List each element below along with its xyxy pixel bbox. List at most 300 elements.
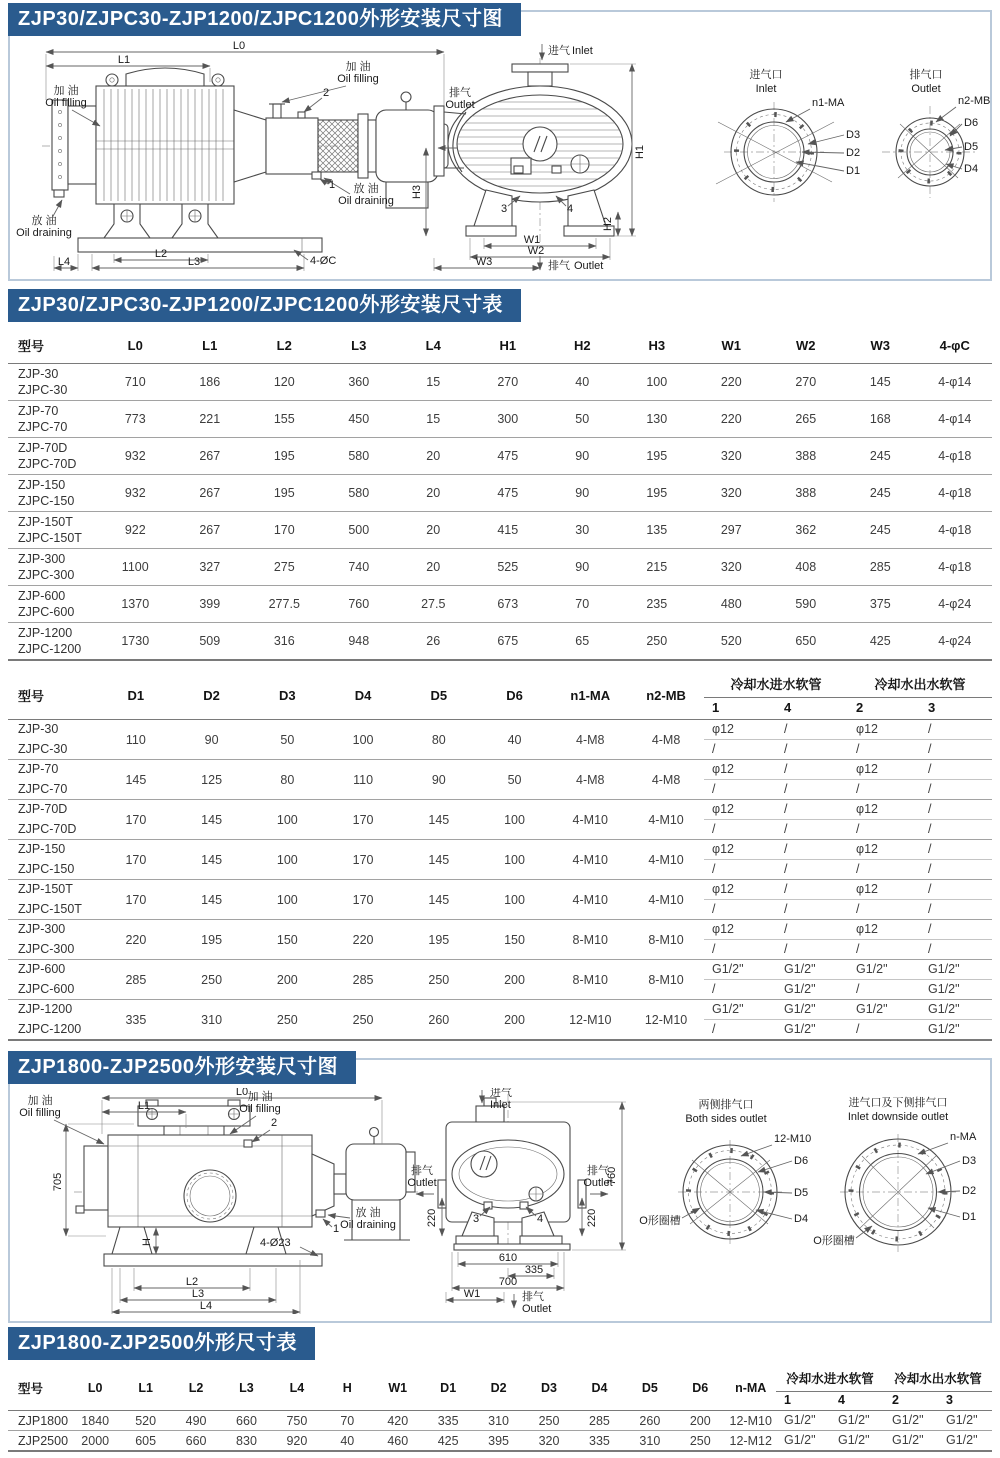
dim-value: 450	[322, 401, 397, 438]
dim-value: 250	[675, 1431, 725, 1452]
inlet-flange-title-en: Inlet	[755, 83, 777, 95]
dim-value: 20	[396, 475, 471, 512]
dim-value: 170	[98, 800, 174, 840]
dim-value: 932	[98, 475, 173, 512]
dim-value: 500	[322, 512, 397, 549]
cooling-value: /	[704, 780, 776, 800]
model-cell: ZJP-150	[8, 840, 98, 860]
dim-value: 4-M10	[628, 800, 704, 840]
dim-value: 100	[620, 364, 695, 401]
inlet-label-cn: 进气	[490, 1088, 512, 1099]
dim-label-h1: H1	[634, 144, 646, 160]
label-d6: D6	[964, 117, 979, 129]
cooling-value: G1/2"	[776, 960, 848, 980]
col-header-model: 型号	[8, 671, 98, 720]
table-row	[8, 586, 992, 623]
outlet-flange-title-en: Outlet	[911, 83, 941, 95]
group-header-cooling-inlet: 冷却水进水软管	[704, 671, 848, 698]
subcol-header: 2	[848, 698, 920, 720]
col-header: L1	[120, 1366, 170, 1411]
dim-value: 310	[473, 1411, 523, 1431]
outlet-left-cn: 排气	[449, 87, 471, 99]
model-cell: ZJP-600	[8, 960, 98, 980]
dim-value: 200	[477, 960, 553, 1000]
table-row	[8, 840, 992, 860]
dim-value: 1100	[98, 549, 173, 586]
dim-value: 70	[322, 1411, 372, 1431]
col-header: 4-φC	[918, 328, 993, 364]
label-d2: D2	[962, 1185, 977, 1197]
dim-value: 195	[247, 475, 322, 512]
dim-value: 300	[471, 401, 546, 438]
table-row	[8, 880, 992, 900]
dim-label-760: 760	[606, 1166, 618, 1186]
table-row	[8, 920, 992, 940]
dim-label-l2: L2	[185, 1276, 199, 1288]
dim-value: 40	[545, 364, 620, 401]
label-12-m10: 12-M10	[774, 1133, 812, 1145]
dim-value: 150	[249, 920, 325, 960]
dim-label-l3: L3	[187, 256, 201, 268]
oil-filling-left-cn: 加 油	[53, 85, 79, 97]
oil-filling-right-en: Oil filling	[239, 1103, 281, 1115]
dim-label-700: 700	[498, 1276, 518, 1288]
inlet-label-en: Inlet	[490, 1099, 511, 1111]
dim-label-h2: H2	[602, 216, 614, 232]
model-name: ZJPC-150	[18, 494, 75, 508]
dim-value: 4-M10	[552, 800, 628, 840]
inlet-flange-view	[716, 67, 860, 202]
model-cell: ZJP-1200	[8, 1000, 98, 1020]
col-header: n1-MA	[552, 671, 628, 720]
cooling-value: /	[848, 1020, 920, 1041]
dim-value: 250	[249, 1000, 325, 1041]
label-o-ring-groove: O形圈槽	[639, 1215, 681, 1227]
model-name: ZJP-1200	[18, 626, 73, 640]
cooling-value: /	[704, 900, 776, 920]
cooling-value: /	[920, 940, 992, 960]
col-header: W2	[769, 328, 844, 364]
inlet-label-cn: 进气	[548, 45, 570, 57]
outlet-left-cn: 排气	[411, 1165, 433, 1177]
outlet-bottom-en: Outlet	[522, 1303, 552, 1314]
dim-value: 320	[694, 549, 769, 586]
col-header: n-MA	[725, 1366, 775, 1411]
cooling-value: /	[776, 840, 848, 860]
dim-value: 267	[173, 512, 248, 549]
dim-value: 27.5	[396, 586, 471, 623]
dim-value: 170	[98, 840, 174, 880]
dim-value: 425	[843, 623, 918, 661]
cooling-value: φ12	[848, 800, 920, 820]
cooling-value: /	[848, 780, 920, 800]
section-drawing-zjp1800-2500	[8, 1051, 992, 1323]
dim-value: 673	[471, 586, 546, 623]
dim-value: 90	[545, 549, 620, 586]
dim-value: 335	[423, 1411, 473, 1431]
cooling-value: G1/2"	[830, 1431, 884, 1452]
model-name: ZJP-30	[18, 367, 59, 381]
outlet-right-en: Outlet	[583, 1177, 613, 1189]
col-header: L1	[173, 328, 248, 364]
dim-value: 200	[477, 1000, 553, 1041]
dim-value: 660	[221, 1411, 271, 1431]
label-d4: D4	[964, 163, 979, 175]
label-d4: D4	[794, 1213, 809, 1225]
dim-value: 40	[477, 720, 553, 760]
dim-value: 932	[98, 438, 173, 475]
col-header: n2-MB	[628, 671, 704, 720]
label-o-ring-groove: O形圈槽	[813, 1235, 855, 1247]
table-row	[8, 623, 992, 661]
cooling-value: φ12	[704, 800, 776, 820]
dim-label-220-left: 220	[426, 1208, 438, 1228]
cooling-value: /	[920, 900, 992, 920]
dim-value: 360	[322, 364, 397, 401]
dim-value: 297	[694, 512, 769, 549]
col-header: W1	[694, 328, 769, 364]
dim-value: 460	[373, 1431, 423, 1452]
cooling-value: G1/2"	[920, 1000, 992, 1020]
cooling-value: φ12	[704, 840, 776, 860]
model-cell	[8, 401, 98, 438]
inlet-downside-title-en: Inlet downside outlet	[847, 1111, 949, 1123]
dim-label-w1: W1	[523, 234, 541, 246]
label-n2-mb: n2-MB	[958, 95, 991, 107]
cooling-value: /	[920, 880, 992, 900]
dim-value: 277.5	[247, 586, 322, 623]
subcol-header: 1	[704, 698, 776, 720]
dim-value: 245	[843, 512, 918, 549]
cooling-value: G1/2"	[920, 1020, 992, 1041]
drawing-panel-1	[8, 10, 992, 281]
dim-value: 260	[625, 1411, 675, 1431]
cooling-value: φ12	[704, 760, 776, 780]
table-row	[8, 1000, 992, 1020]
cooling-value: /	[776, 920, 848, 940]
col-header: L0	[98, 328, 173, 364]
cooling-value: φ12	[704, 920, 776, 940]
dim-label-l0: L0	[235, 1088, 249, 1098]
dim-value: 4-φ18	[918, 549, 993, 586]
dim-label-335: 335	[524, 1264, 544, 1276]
dim-label-l3: L3	[191, 1288, 205, 1300]
dim-value: 170	[325, 800, 401, 840]
dim-value: 408	[769, 549, 844, 586]
oil-draining-right-cn: 放 油	[353, 183, 379, 195]
dim-value: 395	[473, 1431, 523, 1452]
dim-value: 270	[769, 364, 844, 401]
dim-value: 420	[373, 1411, 423, 1431]
dim-value: 4-φ14	[918, 364, 993, 401]
model-cell: ZJP2500	[8, 1431, 70, 1452]
dim-value: 267	[173, 475, 248, 512]
subcol-header: 3	[920, 698, 992, 720]
outlet-flange-title-cn: 排气口	[909, 69, 943, 81]
oil-filling-left-en: Oil filling	[19, 1107, 61, 1119]
model-cell: ZJPC-30	[18, 741, 68, 756]
label-d3: D3	[962, 1155, 977, 1167]
cooling-value: /	[776, 720, 848, 740]
dim-value: 4-M10	[552, 880, 628, 920]
col-header: L2	[171, 1366, 221, 1411]
cooling-value: /	[920, 800, 992, 820]
cooling-value: φ12	[848, 720, 920, 740]
dim-value: 125	[174, 760, 250, 800]
cooling-value: /	[776, 740, 848, 760]
dim-value: 509	[173, 623, 248, 661]
cooling-value: G1/2"	[848, 1000, 920, 1020]
dim-value: 335	[98, 1000, 174, 1041]
col-header: L4	[396, 328, 471, 364]
dim-value: 4-M10	[628, 880, 704, 920]
model-name: ZJP-600	[18, 589, 66, 603]
col-header: L4	[272, 1366, 322, 1411]
dim-label-220-right: 220	[586, 1208, 598, 1228]
model-name: ZJPC-70D	[18, 457, 77, 471]
model-cell: ZJPC-150	[18, 861, 75, 876]
dim-value: 2000	[70, 1431, 120, 1452]
dim-label-h3: H3	[411, 184, 423, 200]
outlet-right-cn: 排气	[587, 1165, 609, 1177]
dim-value: 520	[694, 623, 769, 661]
callout-1: 1	[328, 179, 336, 191]
section-table-zjp1800-2500	[8, 1327, 992, 1452]
dim-value: 4-φ18	[918, 438, 993, 475]
dim-value: 90	[174, 720, 250, 760]
cooling-value: /	[848, 940, 920, 960]
dim-value: 100	[249, 800, 325, 840]
dim-value: 155	[247, 401, 322, 438]
dim-value: 145	[174, 800, 250, 840]
model-cell	[8, 549, 98, 586]
dim-value: 20	[396, 549, 471, 586]
dim-value: 145	[174, 880, 250, 920]
dim-label-w3: W3	[475, 256, 493, 268]
dim-value: 475	[471, 475, 546, 512]
dim-value: 12-M10	[628, 1000, 704, 1041]
cooling-value: /	[704, 820, 776, 840]
table-row	[8, 960, 992, 980]
group-header-cooling-inlet: 冷却水进水软管	[776, 1366, 884, 1392]
banner-drawing2-title: ZJP1800-ZJP2500外形安装尺寸图	[8, 1051, 356, 1084]
dim-value: 170	[325, 880, 401, 920]
inlet-flange-title-cn: 进气口	[749, 69, 783, 81]
dim-value: 220	[98, 920, 174, 960]
cooling-value: /	[848, 980, 920, 1000]
oil-draining-right-en: Oil draining	[338, 195, 394, 207]
dim-value: 740	[322, 549, 397, 586]
pump-front-view	[407, 1088, 626, 1314]
table-row	[8, 1431, 992, 1452]
dim-value: 80	[401, 720, 477, 760]
table-row	[8, 438, 992, 475]
dim-value: 145	[98, 760, 174, 800]
dim-value: 4-M8	[628, 760, 704, 800]
dim-value: 70	[545, 586, 620, 623]
dim-value: 40	[322, 1431, 372, 1452]
dim-value: 12-M10	[552, 1000, 628, 1041]
model-cell	[8, 623, 98, 661]
label-d6: D6	[794, 1155, 809, 1167]
table-row	[8, 1411, 992, 1431]
dim-value: 80	[249, 760, 325, 800]
dim-value: 267	[173, 438, 248, 475]
cooling-value: G1/2"	[884, 1411, 938, 1431]
drawing-zjp30-1200	[14, 40, 994, 272]
table-row	[8, 475, 992, 512]
section-table-zjp30-1200	[8, 289, 992, 1041]
callout-2: 2	[322, 87, 330, 99]
dim-value: 250	[325, 1000, 401, 1041]
dim-value: 1730	[98, 623, 173, 661]
model-cell: ZJPC-70	[18, 781, 68, 796]
dim-value: 320	[694, 475, 769, 512]
cooling-value: /	[776, 800, 848, 820]
model-cell: ZJPC-1200	[18, 1021, 82, 1036]
cooling-value: φ12	[704, 880, 776, 900]
cooling-value: G1/2"	[920, 980, 992, 1000]
dim-label-l0: L0	[232, 40, 246, 52]
cooling-value: /	[776, 900, 848, 920]
dim-value: 750	[272, 1411, 322, 1431]
dim-value: 110	[325, 760, 401, 800]
dim-value: 580	[322, 475, 397, 512]
model-name: ZJPC-600	[18, 605, 75, 619]
cooling-value: /	[776, 860, 848, 880]
dim-value: 235	[620, 586, 695, 623]
model-name: ZJP-70	[18, 404, 59, 418]
col-header: L0	[70, 1366, 120, 1411]
dim-value: 375	[843, 586, 918, 623]
model-name: ZJPC-300	[18, 568, 75, 582]
dim-value: 4-φ18	[918, 475, 993, 512]
model-name: ZJP-300	[18, 552, 66, 566]
dim-value: 245	[843, 475, 918, 512]
label-n-ma: n-MA	[950, 1131, 977, 1143]
dim-value: 320	[524, 1431, 574, 1452]
dim-value: 100	[477, 880, 553, 920]
dim-value: 26	[396, 623, 471, 661]
dimension-table-zjp1800-2500	[8, 1366, 992, 1452]
drawing-zjp1800-2500	[14, 1088, 994, 1314]
model-name: ZJP-150T	[18, 515, 73, 529]
cooling-value: /	[776, 880, 848, 900]
dim-value: 590	[769, 586, 844, 623]
oil-filling-left-en: Oil filling	[45, 97, 87, 109]
table-row	[8, 364, 992, 401]
outlet-left-en: Outlet	[445, 99, 475, 111]
dim-value: 135	[620, 512, 695, 549]
cooling-value: /	[920, 780, 992, 800]
dim-value: 220	[325, 920, 401, 960]
cooling-value: φ12	[848, 880, 920, 900]
dim-value: 415	[471, 512, 546, 549]
cooling-value: /	[920, 840, 992, 860]
dim-value: 50	[545, 401, 620, 438]
cooling-value: /	[920, 860, 992, 880]
model-cell: ZJPC-150T	[18, 901, 82, 916]
cooling-value: /	[704, 1020, 776, 1041]
col-header: L3	[221, 1366, 271, 1411]
table-row	[8, 720, 992, 740]
model-cell: ZJP-150T	[8, 880, 98, 900]
col-header: D4	[325, 671, 401, 720]
cooling-value: /	[776, 820, 848, 840]
table-row	[8, 760, 992, 780]
drawing-panel-2	[8, 1058, 992, 1323]
outlet-flange-view	[882, 67, 990, 198]
dim-value: 4-φ24	[918, 623, 993, 661]
cooling-value: /	[704, 940, 776, 960]
dim-value: 250	[401, 960, 477, 1000]
dim-value: 265	[769, 401, 844, 438]
dim-value: 675	[471, 623, 546, 661]
dim-value: 150	[477, 920, 553, 960]
cooling-value: G1/2"	[776, 1411, 830, 1431]
oil-filling-left-cn: 加 油	[27, 1095, 53, 1107]
dim-value: 250	[174, 960, 250, 1000]
cooling-value: /	[848, 860, 920, 880]
cooling-value: /	[920, 760, 992, 780]
col-header: D6	[477, 671, 553, 720]
dim-value: 170	[325, 840, 401, 880]
outlet-bottom-cn: 排气	[548, 260, 570, 272]
col-header: D1	[98, 671, 174, 720]
cooling-value: /	[920, 720, 992, 740]
dim-value: 760	[322, 586, 397, 623]
dim-value: 170	[247, 512, 322, 549]
dim-value: 525	[471, 549, 546, 586]
dim-value: 4-M10	[628, 840, 704, 880]
dim-value: 580	[322, 438, 397, 475]
dim-value: 520	[120, 1411, 170, 1431]
subcol-header: 3	[938, 1392, 992, 1411]
cooling-value: /	[848, 900, 920, 920]
both-sides-outlet-flange-view	[639, 1097, 811, 1246]
col-header: H	[322, 1366, 372, 1411]
dim-value: 320	[694, 438, 769, 475]
model-name: ZJPC-150T	[18, 531, 82, 545]
dim-value: 310	[625, 1431, 675, 1452]
dim-value: 245	[843, 438, 918, 475]
inlet-downside-outlet-flange-view	[813, 1095, 977, 1252]
dim-value: 425	[423, 1431, 473, 1452]
dim-value: 270	[471, 364, 546, 401]
model-cell: ZJP-300	[8, 920, 98, 940]
dim-value: 20	[396, 438, 471, 475]
col-header: L3	[322, 328, 397, 364]
model-cell: ZJP1800	[8, 1411, 70, 1431]
col-header: W3	[843, 328, 918, 364]
dim-value: 145	[843, 364, 918, 401]
col-header: D6	[675, 1366, 725, 1411]
cooling-value: G1/2"	[776, 980, 848, 1000]
dim-value: 310	[174, 1000, 250, 1041]
dim-value: 100	[325, 720, 401, 760]
model-cell	[8, 438, 98, 475]
dim-value: 250	[620, 623, 695, 661]
dim-value: 15	[396, 401, 471, 438]
cooling-value: /	[704, 740, 776, 760]
dim-value: 4-φ14	[918, 401, 993, 438]
dim-value: 8-M10	[628, 960, 704, 1000]
both-outlet-title-en: Both sides outlet	[685, 1113, 767, 1125]
dim-value: 8-M10	[628, 920, 704, 960]
model-cell: ZJP-70D	[8, 800, 98, 820]
inlet-label-en: Inlet	[572, 45, 593, 57]
cooling-value: G1/2"	[704, 1000, 776, 1020]
